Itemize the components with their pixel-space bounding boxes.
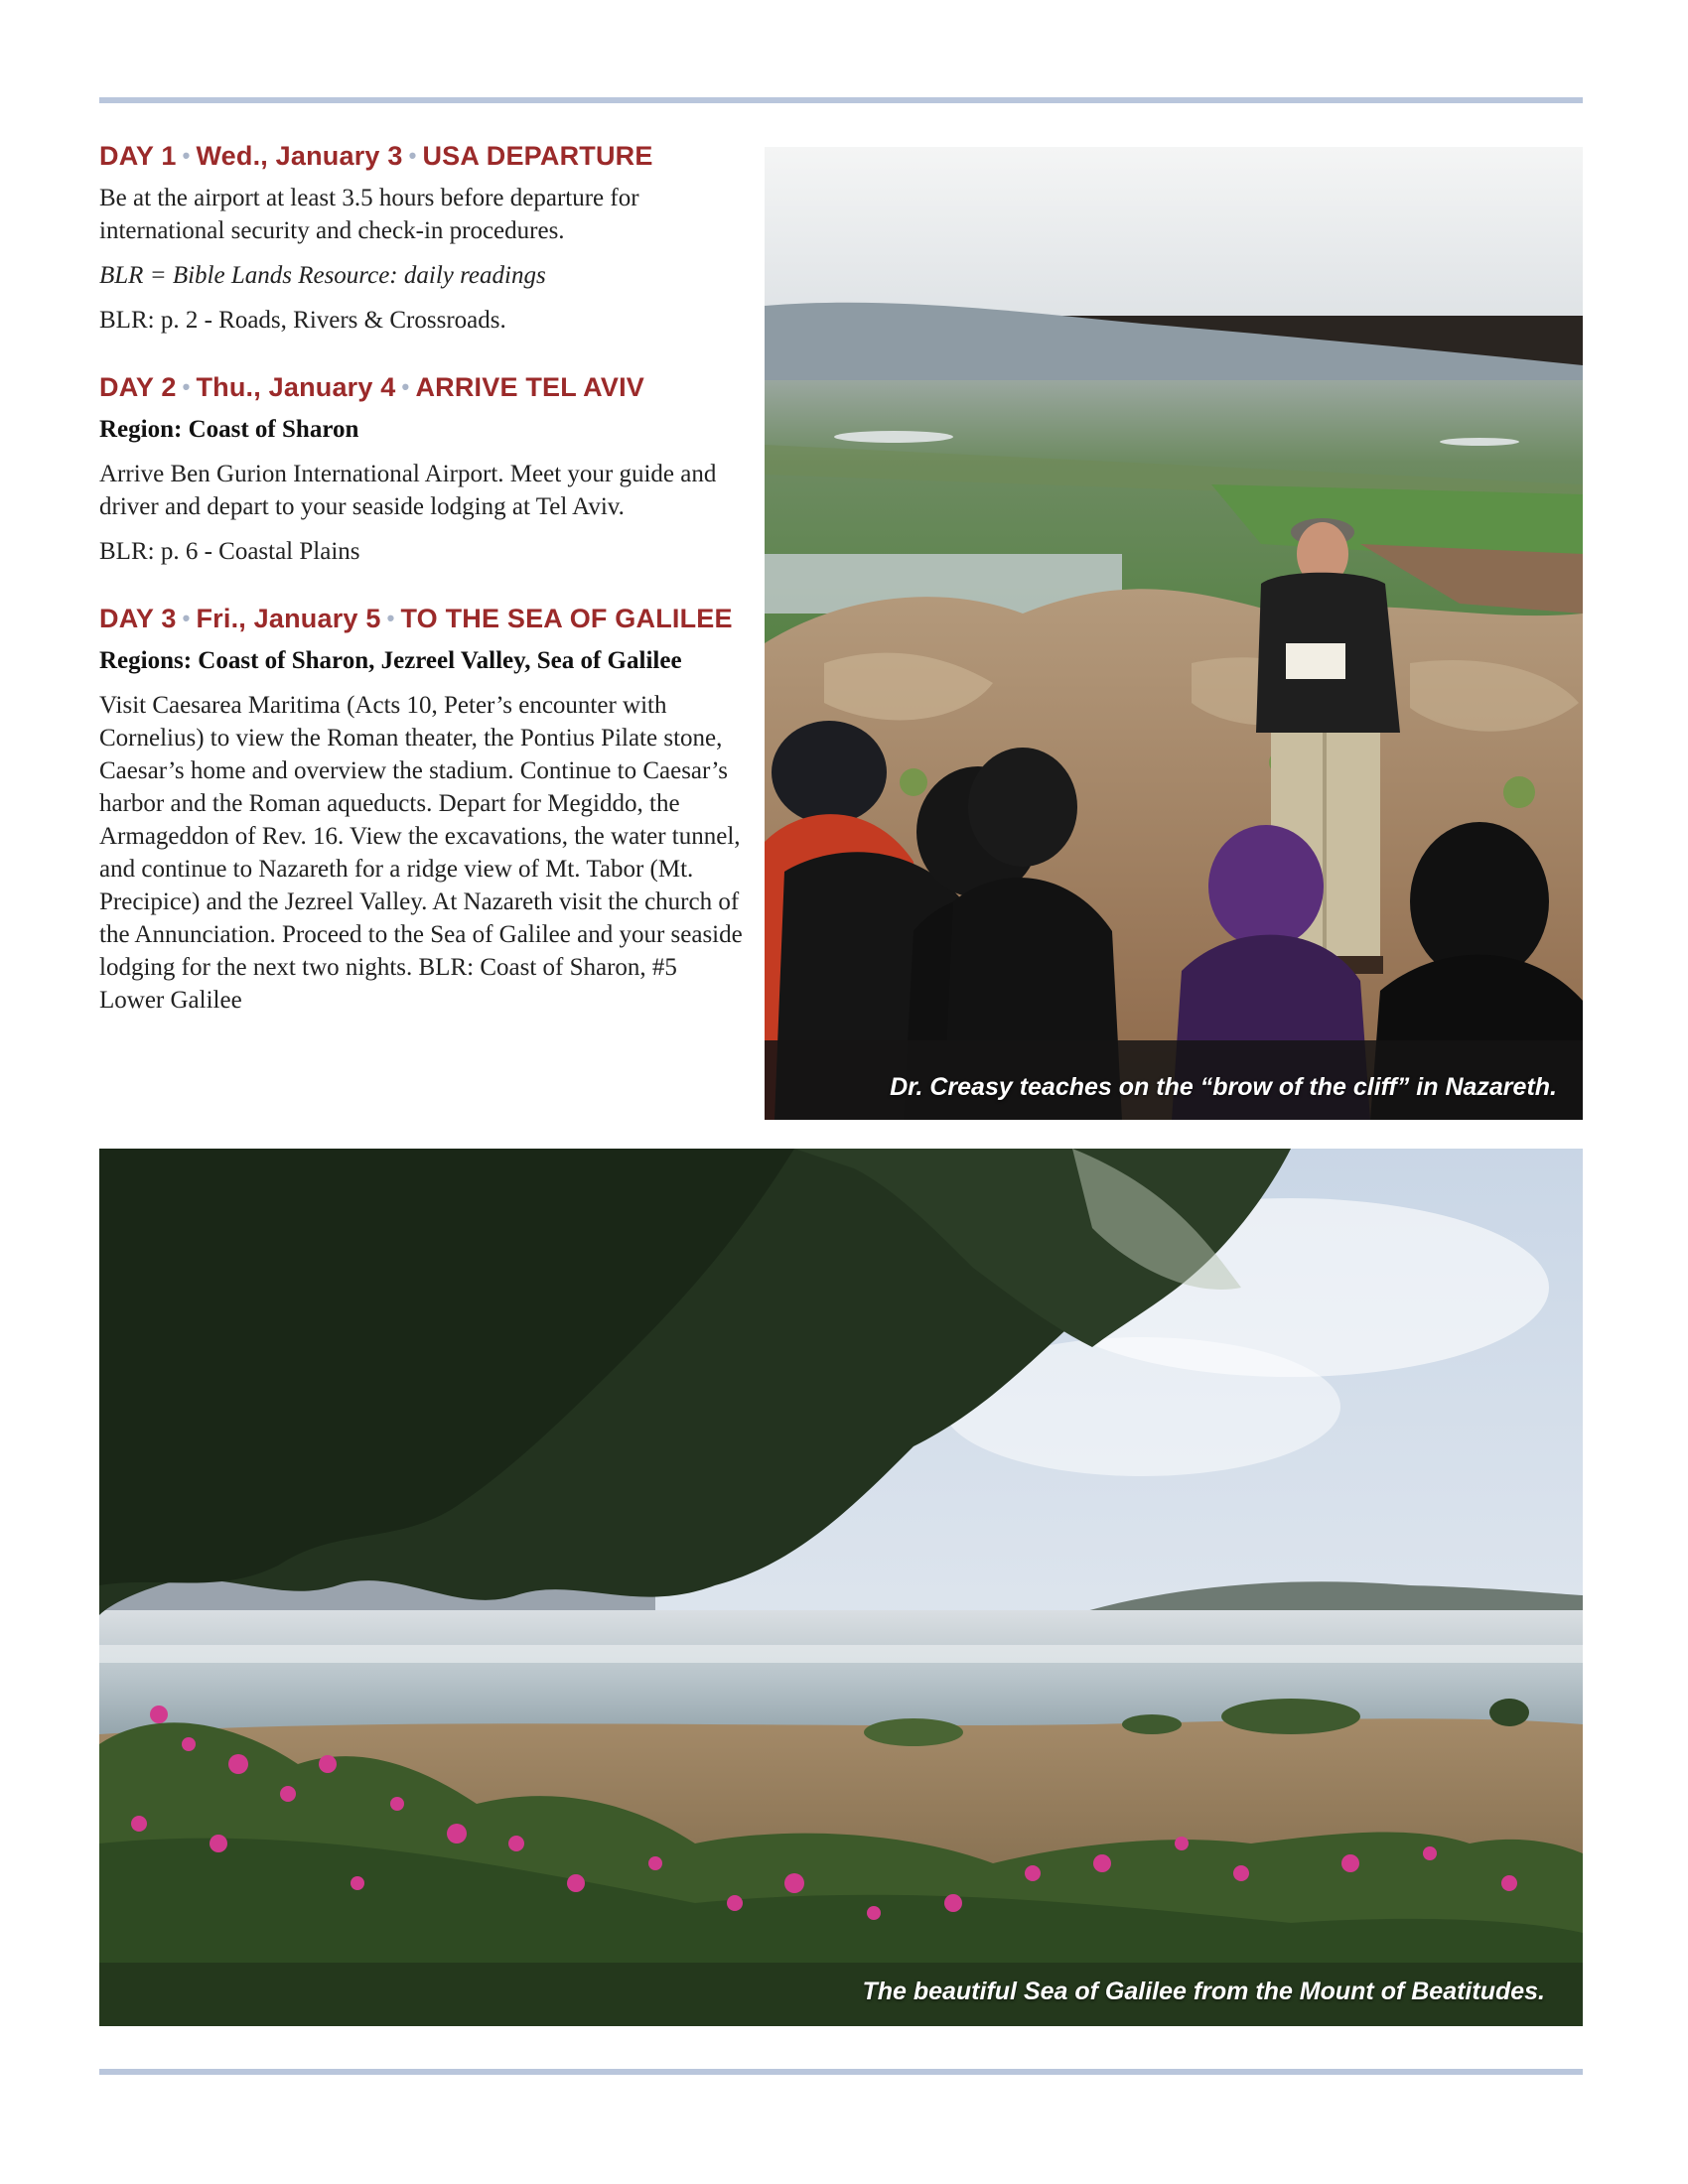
day-date: Wed., January 3 xyxy=(196,141,403,171)
galilee-photo xyxy=(99,1149,1583,2026)
day-2-reading: BLR: p. 6 - Coastal Plains xyxy=(99,538,360,565)
day-title: ARRIVE TEL AVIV xyxy=(415,372,644,402)
nazareth-caption: Dr. Creasy teaches on the “brow of the cliff” in Nazareth. xyxy=(890,1073,1557,1101)
day-3-heading xyxy=(99,604,745,634)
separator-dot: • xyxy=(182,374,191,399)
separator-dot: • xyxy=(408,143,417,168)
day-date: Thu., January 4 xyxy=(196,372,396,402)
separator-dot: • xyxy=(386,606,395,630)
separator-dot: • xyxy=(401,374,410,399)
day-1 xyxy=(99,141,745,337)
day-2-paragraph: Arrive Ben Gurion International Airport. Meet your guide and driver and depart to your seaside lodging at Tel Aviv. xyxy=(99,461,717,520)
blr-legend: BLR = Bible Lands Resource: daily readings xyxy=(99,262,546,289)
galilee-caption: The beautiful Sea of Galilee from the Mount of Beatitudes. xyxy=(862,1978,1545,2005)
day-1-reading: BLR: p. 2 - Roads, Rivers & Crossroads. xyxy=(99,307,506,334)
separator-dot: • xyxy=(182,606,191,630)
day-number: DAY 3 xyxy=(99,604,177,633)
day-3 xyxy=(99,604,745,1017)
day-3-paragraph: Visit Caesarea Maritima (Acts 10, Peter’s encounter with Cornelius) to view the Roman theater, the Pontius Pilate stone, Caesar’s home and overview the stadium. Continue to Caesar’s harbor and the Roman aqueducts. Depart for Megiddo, the Armageddon of Rev. 16. View the excavations, the water tunnel, and continue to Nazareth for a ridge view of Mt. Tabor (Mt. Precipice) and the Jezreel Valley. At Nazareth visit the church of the Annunciation. Proceed to the Sea of Galilee and your seaside lodging for the next two nights. BLR: Coast of Sharon, #5 Lower Galilee xyxy=(99,692,743,1014)
day-1-heading xyxy=(99,141,745,172)
day-title: USA DEPARTURE xyxy=(422,141,653,171)
day-2-heading xyxy=(99,372,745,403)
day-2-region: Region: Coast of Sharon xyxy=(99,416,359,443)
nazareth-photo xyxy=(765,147,1583,1120)
top-rule xyxy=(99,97,1583,103)
day-2 xyxy=(99,372,745,568)
day-date: Fri., January 5 xyxy=(196,604,381,633)
bottom-rule xyxy=(99,2069,1583,2075)
day-number: DAY 1 xyxy=(99,141,177,171)
nazareth-photo-image xyxy=(765,147,1583,1120)
galilee-photo-image xyxy=(99,1149,1583,2026)
day-number: DAY 2 xyxy=(99,372,177,402)
day-title: TO THE SEA OF GALILEE xyxy=(400,604,733,633)
day-3-region: Regions: Coast of Sharon, Jezreel Valley, Sea of Galilee xyxy=(99,647,682,674)
day-1-paragraph: Be at the airport at least 3.5 hours before departure for international security and check-in procedures. xyxy=(99,185,639,244)
itinerary-column xyxy=(99,141,745,1052)
separator-dot: • xyxy=(182,143,191,168)
